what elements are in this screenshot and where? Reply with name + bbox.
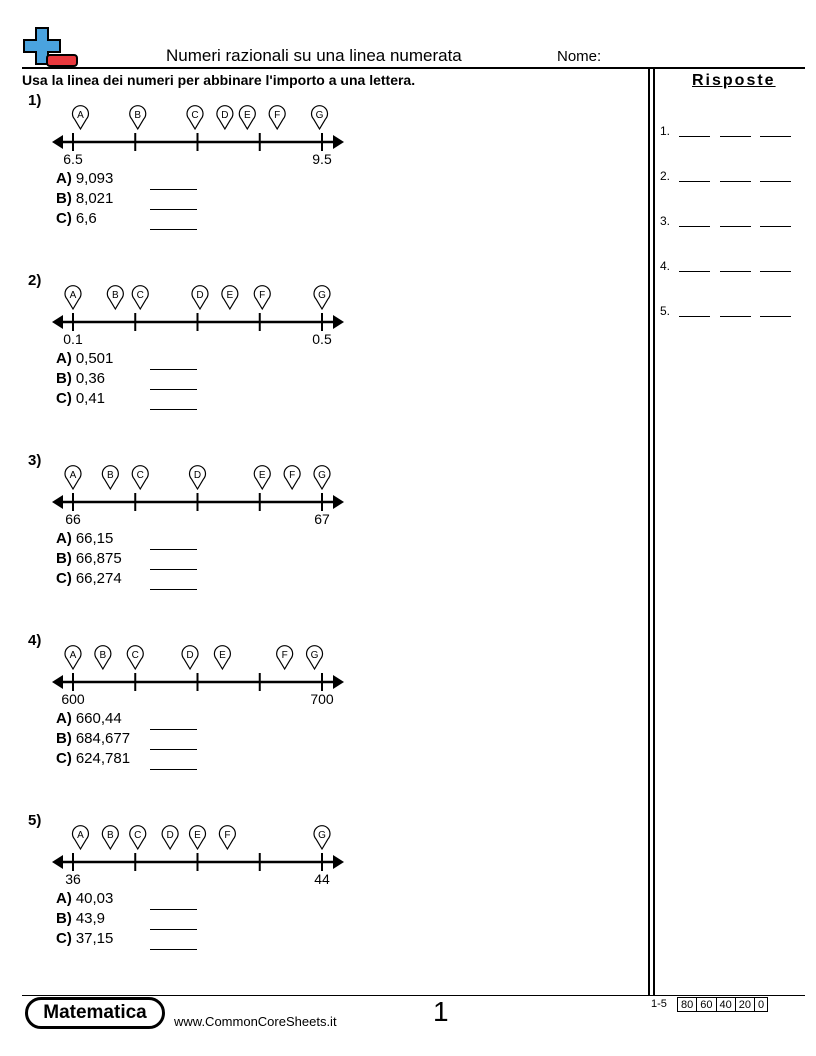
option-value: 66,15 [75, 530, 114, 547]
option-letter: A) [56, 350, 72, 367]
marker-pin [254, 466, 270, 489]
page-title: Numeri razionali su una linea numerata [166, 46, 462, 65]
score-cell: 60 [697, 998, 716, 1012]
option-answer-blank[interactable] [150, 569, 197, 570]
site-url: www.CommonCoreSheets.it [174, 1014, 337, 1029]
option [56, 390, 105, 407]
option [56, 370, 105, 387]
end-label: 44 [314, 871, 330, 887]
end-label: 67 [314, 511, 330, 527]
marker-pin [95, 646, 111, 669]
marker-pin [307, 646, 323, 669]
option [56, 930, 113, 947]
marker-letter: A [69, 650, 77, 661]
option [56, 550, 122, 567]
option-answer-blank[interactable] [150, 729, 197, 730]
plus-minus-logo-icon [22, 26, 80, 68]
option-value: 0,36 [75, 370, 106, 387]
option [56, 710, 122, 727]
marker-letter: C [131, 650, 139, 661]
marker-letter: A [69, 470, 77, 481]
answer-blank[interactable] [720, 271, 751, 272]
option-letter: C) [56, 750, 72, 767]
marker-pin [102, 826, 118, 849]
marker-letter: A [77, 110, 84, 121]
option [56, 190, 113, 207]
score-cell: 20 [735, 998, 754, 1012]
marker-pin [72, 106, 88, 129]
score-table [677, 997, 768, 1012]
answer-column-divider [653, 68, 655, 996]
option-letter: A) [56, 890, 72, 907]
number-line [0, 272, 360, 347]
marker-letter: A [77, 830, 84, 841]
marker-pin [65, 466, 81, 489]
answer-blank[interactable] [679, 136, 710, 137]
number-line [0, 812, 360, 887]
footer-divider [22, 995, 805, 996]
problem-number: 1) [28, 92, 42, 109]
option-letter: B) [56, 730, 72, 747]
option-letter: B) [56, 910, 72, 927]
option-value: 8,021 [75, 190, 114, 207]
problem-number: 5) [28, 812, 42, 829]
marker-letter: A [69, 290, 77, 301]
option-letter: B) [56, 370, 72, 387]
option-answer-blank[interactable] [150, 409, 197, 410]
answer-number: 4. [660, 259, 671, 273]
option [56, 570, 122, 587]
option-answer-blank[interactable] [150, 589, 197, 590]
answer-blank[interactable] [679, 181, 710, 182]
marker-letter: B [134, 110, 142, 121]
option [56, 210, 97, 227]
start-label: 6.5 [63, 151, 83, 167]
marker-letter: C [136, 290, 144, 301]
start-label: 600 [61, 691, 85, 707]
answer-blank[interactable] [679, 226, 710, 227]
answer-blank[interactable] [720, 316, 751, 317]
marker-letter: D [196, 290, 204, 301]
marker-pin [65, 646, 81, 669]
score-cell: 0 [755, 998, 768, 1012]
marker-pin [214, 646, 230, 669]
start-label: 36 [65, 871, 81, 887]
page-number: 1 [433, 996, 449, 1027]
marker-pin [192, 286, 208, 309]
marker-letter: D [186, 650, 194, 661]
option [56, 730, 130, 747]
header-divider [22, 67, 805, 69]
marker-pin [72, 826, 88, 849]
option-answer-blank[interactable] [150, 749, 197, 750]
marker-pin [284, 466, 300, 489]
marker-pin [314, 466, 330, 489]
marker-pin [65, 286, 81, 309]
option-value: 0,501 [75, 350, 114, 367]
score-range-label: 1-5 [651, 998, 667, 1010]
answer-blank[interactable] [760, 271, 791, 272]
answer-column-divider [648, 68, 650, 996]
marker-letter: E [243, 110, 251, 121]
option-letter: C) [56, 210, 72, 227]
option-value: 37,15 [75, 930, 114, 947]
answer-blank[interactable] [720, 136, 751, 137]
marker-letter: E [226, 290, 234, 301]
option-letter: C) [56, 390, 72, 407]
marker-letter: F [289, 470, 296, 481]
option [56, 750, 130, 767]
option-value: 0,41 [75, 390, 106, 407]
marker-letter: C [191, 110, 199, 121]
marker-letter: F [281, 650, 288, 661]
answer-blank[interactable] [679, 316, 710, 317]
number-line [0, 92, 360, 167]
marker-letter: F [224, 830, 231, 841]
option-value: 40,03 [75, 890, 114, 907]
answer-blank[interactable] [760, 136, 791, 137]
start-label: 66 [65, 511, 81, 527]
marker-pin [132, 466, 148, 489]
marker-letter: G [310, 650, 319, 661]
option-value: 684,677 [75, 730, 131, 747]
marker-letter: D [193, 470, 202, 481]
marker-letter: E [194, 830, 201, 841]
marker-letter: G [318, 290, 326, 301]
marker-letter: B [99, 650, 107, 661]
answer-number: 2. [660, 169, 671, 183]
marker-pin [312, 106, 328, 129]
problem-number: 3) [28, 452, 42, 469]
answer-blank[interactable] [760, 316, 791, 317]
marker-pin [314, 826, 330, 849]
option-letter: C) [56, 570, 72, 587]
marker-pin [107, 286, 123, 309]
option-answer-blank[interactable] [150, 369, 197, 370]
marker-pin [222, 286, 238, 309]
option-answer-blank[interactable] [150, 229, 197, 230]
answer-number: 1. [660, 124, 671, 138]
marker-letter: F [259, 290, 266, 301]
marker-pin [132, 286, 148, 309]
marker-letter: C [136, 470, 144, 481]
marker-pin [254, 286, 270, 309]
marker-pin [130, 106, 146, 129]
marker-pin [187, 106, 203, 129]
option-value: 9,093 [75, 170, 114, 187]
answer-number: 3. [660, 214, 671, 228]
option-value: 43,9 [75, 910, 106, 927]
marker-pin [314, 286, 330, 309]
answer-blank[interactable] [720, 226, 751, 227]
option-answer-blank[interactable] [150, 209, 197, 210]
option-answer-blank[interactable] [150, 929, 197, 930]
marker-letter: D [166, 830, 174, 841]
marker-letter: C [134, 830, 142, 841]
option-answer-blank[interactable] [150, 909, 197, 910]
option [56, 530, 113, 547]
marker-pin [127, 646, 143, 669]
start-label: 0.1 [63, 331, 83, 347]
marker-pin [189, 826, 205, 849]
option-letter: A) [56, 170, 72, 187]
end-label: 9.5 [312, 151, 332, 167]
brand-badge: Matematica [25, 997, 165, 1029]
marker-pin [182, 646, 198, 669]
marker-pin [162, 826, 178, 849]
marker-pin [239, 106, 255, 129]
option-answer-blank[interactable] [150, 389, 197, 390]
option-value: 660,44 [75, 710, 122, 727]
end-label: 0.5 [312, 331, 332, 347]
marker-letter: G [318, 470, 326, 481]
marker-pin [269, 106, 285, 129]
answer-blank[interactable] [679, 271, 710, 272]
marker-pin [277, 646, 293, 669]
option [56, 890, 113, 907]
answer-blank[interactable] [760, 181, 791, 182]
option-letter: B) [56, 550, 72, 567]
marker-letter: G [315, 110, 324, 121]
marker-letter: B [107, 830, 114, 841]
end-label: 700 [310, 691, 334, 707]
option-letter: A) [56, 530, 72, 547]
problem [0, 812, 640, 992]
score-cell: 40 [716, 998, 735, 1012]
option-letter: A) [56, 710, 72, 727]
option-letter: B) [56, 190, 72, 207]
problem [0, 632, 640, 812]
number-line [0, 632, 360, 707]
marker-letter: G [318, 830, 326, 841]
problem [0, 452, 640, 632]
marker-pin [102, 466, 118, 489]
marker-pin [130, 826, 146, 849]
option-answer-blank[interactable] [150, 949, 197, 950]
option [56, 910, 105, 927]
marker-letter: B [111, 290, 119, 301]
marker-pin [217, 106, 233, 129]
marker-letter: B [107, 470, 114, 481]
problem-number: 2) [28, 272, 42, 289]
answer-number: 5. [660, 304, 671, 318]
marker-pin [189, 466, 205, 489]
option-answer-blank[interactable] [150, 769, 197, 770]
instructions: Usa la linea dei numeri per abbinare l'importo a una lettera. [22, 72, 416, 88]
answer-blank[interactable] [720, 181, 751, 182]
marker-letter: D [221, 110, 229, 121]
number-line [0, 452, 360, 527]
option-answer-blank[interactable] [150, 189, 197, 190]
option-answer-blank[interactable] [150, 549, 197, 550]
problem-number: 4) [28, 632, 42, 649]
option-value: 6,6 [75, 210, 97, 227]
option [56, 350, 113, 367]
option [56, 170, 113, 187]
option-value: 66,274 [75, 570, 122, 587]
score-cell: 80 [678, 998, 697, 1012]
name-label: Nome: [557, 48, 602, 65]
marker-letter: F [274, 110, 281, 121]
marker-letter: E [258, 470, 266, 481]
problem [0, 92, 640, 272]
option-value: 66,875 [75, 550, 122, 567]
problem [0, 272, 640, 452]
answer-blank[interactable] [760, 226, 791, 227]
option-letter: C) [56, 930, 72, 947]
marker-pin [219, 826, 235, 849]
marker-letter: E [219, 650, 226, 661]
option-value: 624,781 [75, 750, 131, 767]
answers-title: Risposte [692, 72, 776, 89]
